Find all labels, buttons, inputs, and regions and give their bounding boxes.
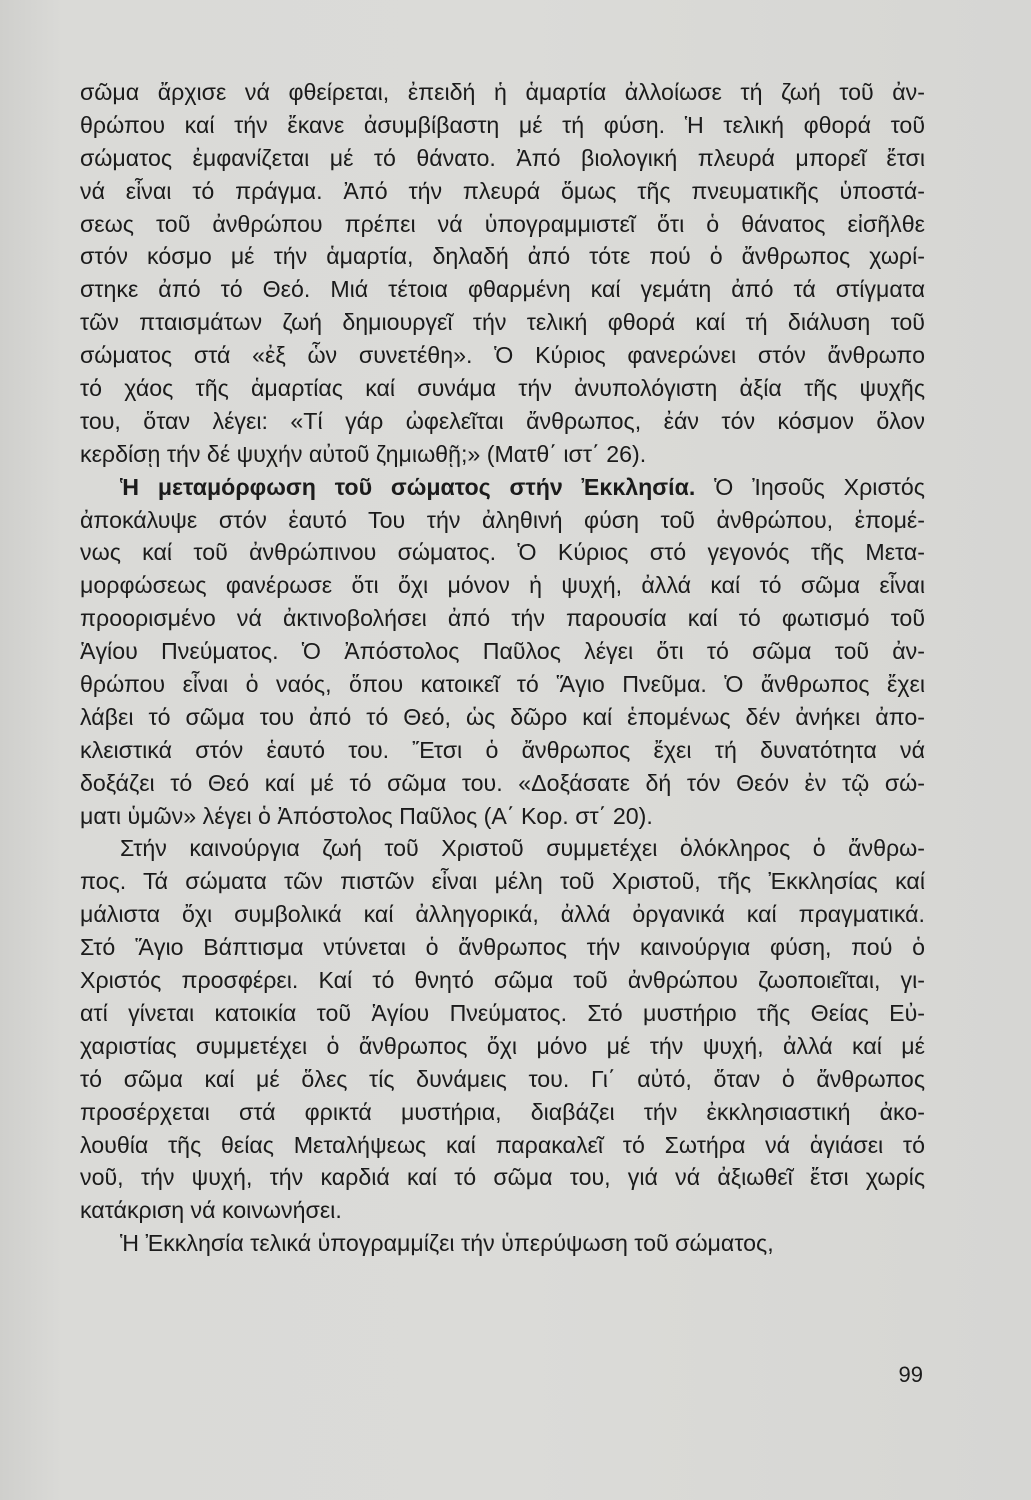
- text-line: νοῦ, τήν ψυχή, τήν καρδιά καί τό σῶμα του, γιά νά ἀξιωθεῖ ἔτσι χωρίς: [80, 1164, 925, 1191]
- text-line: σώματος ἐμφανίζεται μέ τό θάνατο. Ἀπό βιολογική πλευρά μπορεῖ ἔτσι: [80, 144, 925, 171]
- page-number: 99: [898, 1362, 923, 1387]
- text-line: μάλιστα ὄχι συμβολικά καί ἀλληγορικά, ἀλλά ὀργανικά καί πραγματικά.: [80, 901, 925, 928]
- paragraph-2: [80, 471, 925, 833]
- text-line: τῶν πταισμάτων ζωή δημιουργεῖ τήν τελική φθορά καί τή διάλυση τοῦ: [80, 309, 925, 336]
- paragraph-1: [80, 76, 925, 471]
- text-line: θρώπου καί τήν ἔκανε ἀσυμβίβαστη μέ τή φύση. Ἡ τελική φθορά τοῦ: [80, 111, 925, 138]
- text-line: κατάκριση νά κοινωνήσει.: [80, 1197, 342, 1224]
- text-line: ατί γίνεται κατοικία τοῦ Ἁγίου Πνεύματος. Στό μυστήριο τῆς Θείας Εὐ-: [80, 999, 925, 1026]
- text-run: Ὁ Ἰησοῦς Χριστός: [695, 473, 925, 500]
- text-line: θρώπου εἶναι ὁ ναός, ὅπου κατοικεῖ τό Ἅγιο Πνεῦμα. Ὁ ἄνθρωπος ἔχει: [80, 671, 925, 698]
- text-line: δοξάζει τό Θεό καί μέ τό σῶμα του. «Δοξάσατε δή τόν Θεόν ἐν τῷ σώ-: [80, 769, 925, 796]
- text-line: Ἁγίου Πνεύματος. Ὁ Ἀπόστολος Παῦλος λέγει ὅτι τό σῶμα τοῦ ἀν-: [80, 638, 925, 665]
- section-heading: Ἡ μεταμόρφωση τοῦ σώματος στήν Ἐκκλησία.: [120, 473, 696, 500]
- text-line: προορισμένο νά ἀκτινοβολήσει ἀπό τήν παρουσία καί τό φωτισμό τοῦ: [80, 605, 925, 632]
- text-line: κλειστικά στόν ἑαυτό του. Ἔτσι ὁ ἄνθρωπος ἔχει τή δυνατότητα νά: [80, 736, 925, 763]
- text-line: στηκε ἀπό τό Θεό. Μιά τέτοια φθαρμένη καί γεμάτη ἀπό τά στίγματα: [80, 276, 925, 303]
- text-line: Ἡ Ἐκκλησία τελικά ὑπογραμμίζει τήν ὑπερύψωση τοῦ σώματος,: [120, 1230, 774, 1257]
- text-line: λουθία τῆς θείας Μεταλήψεως καί παρακαλεῖ τό Σωτήρα νά ἁγιάσει τό: [80, 1131, 925, 1158]
- text-line: πος. Τά σώματα τῶν πιστῶν εἶναι μέλη τοῦ Χριστοῦ, τῆς Ἐκκλησίας καί: [80, 868, 925, 895]
- text-line: τό σῶμα καί μέ ὅλες τίς δυνάμεις του. Γι΄ αὐτό, ὅταν ὁ ἄνθρωπος: [80, 1065, 925, 1092]
- text-line: [80, 471, 925, 504]
- text-line: προσέρχεται στά φρικτά μυστήρια, διαβάζει τήν ἐκκλησιαστική ἀκο-: [80, 1098, 925, 1125]
- text-line: λάβει τό σῶμα του ἀπό τό Θεό, ὡς δῶρο καί ἑπομένως δέν ἀνήκει ἀπο-: [80, 703, 925, 730]
- text-line: στόν κόσμο μέ τήν ἁμαρτία, δηλαδή ἀπό τότε πού ὁ ἄνθρωπος χωρί-: [80, 243, 925, 270]
- text-line: ματι ὑμῶν» λέγει ὁ Ἀπόστολος Παῦλος (Α΄ Κορ. στ΄ 20).: [80, 802, 653, 829]
- text-line: σώματος στά «ἐξ ὧν συνετέθη». Ὁ Κύριος φανερώνει στόν ἄνθρωπο: [80, 342, 925, 369]
- paragraph-3: [80, 832, 925, 1227]
- text-line: Στό Ἅγιο Βάπτισμα ντύνεται ὁ ἄνθρωπος τήν καινούργια φύση, πού ὁ: [80, 934, 925, 961]
- text-line: μορφώσεως φανέρωσε ὅτι ὄχι μόνον ἡ ψυχή, ἀλλά καί τό σῶμα εἶναι: [80, 572, 925, 599]
- text-line: Στήν καινούργια ζωή τοῦ Χριστοῦ συμμετέχει ὁλόκληρος ὁ ἄνθρω-: [120, 835, 925, 862]
- text-line: νως καί τοῦ ἀνθρώπινου σώματος. Ὁ Κύριος στό γεγονός τῆς Μετα-: [80, 539, 925, 566]
- paragraph-4: [80, 1227, 925, 1260]
- body-text: [80, 76, 925, 1260]
- text-line: του, ὅταν λέγει: «Τί γάρ ὠφελεῖται ἄνθρωπος, ἐάν τόν κόσμον ὅλον: [80, 407, 925, 434]
- text-line: νά εἶναι τό πράγμα. Ἀπό τήν πλευρά ὅμως τῆς πνευματικῆς ὑποστά-: [80, 177, 925, 204]
- text-line: χαριστίας συμμετέχει ὁ ἄνθρωπος ὄχι μόνο μέ τήν ψυχή, ἀλλά καί μέ: [80, 1032, 925, 1059]
- text-line: τό χάος τῆς ἁμαρτίας καί συνάμα τήν ἀνυπολόγιστη ἀξία τῆς ψυχῆς: [80, 375, 925, 402]
- text-line: σεως τοῦ ἀνθρώπου πρέπει νά ὑπογραμμιστεῖ ὅτι ὁ θάνατος εἰσῆλθε: [80, 210, 925, 237]
- text-line: σῶμα ἄρχισε νά φθείρεται, ἐπειδή ἡ ἁμαρτία ἀλλοίωσε τή ζωή τοῦ ἀν-: [80, 79, 925, 105]
- text-line: ἀποκάλυψε στόν ἑαυτό Του τήν ἀληθινή φύση τοῦ ἀνθρώπου, ἑπομέ-: [80, 506, 925, 533]
- text-line: Χριστός προσφέρει. Καί τό θνητό σῶμα τοῦ ἀνθρώπου ζωοποιεῖται, γι-: [80, 967, 925, 994]
- text-line: κερδίσῃ τήν δέ ψυχήν αὐτοῦ ζημιωθῇ;» (Ματθ΄ ιστ΄ 26).: [80, 440, 647, 467]
